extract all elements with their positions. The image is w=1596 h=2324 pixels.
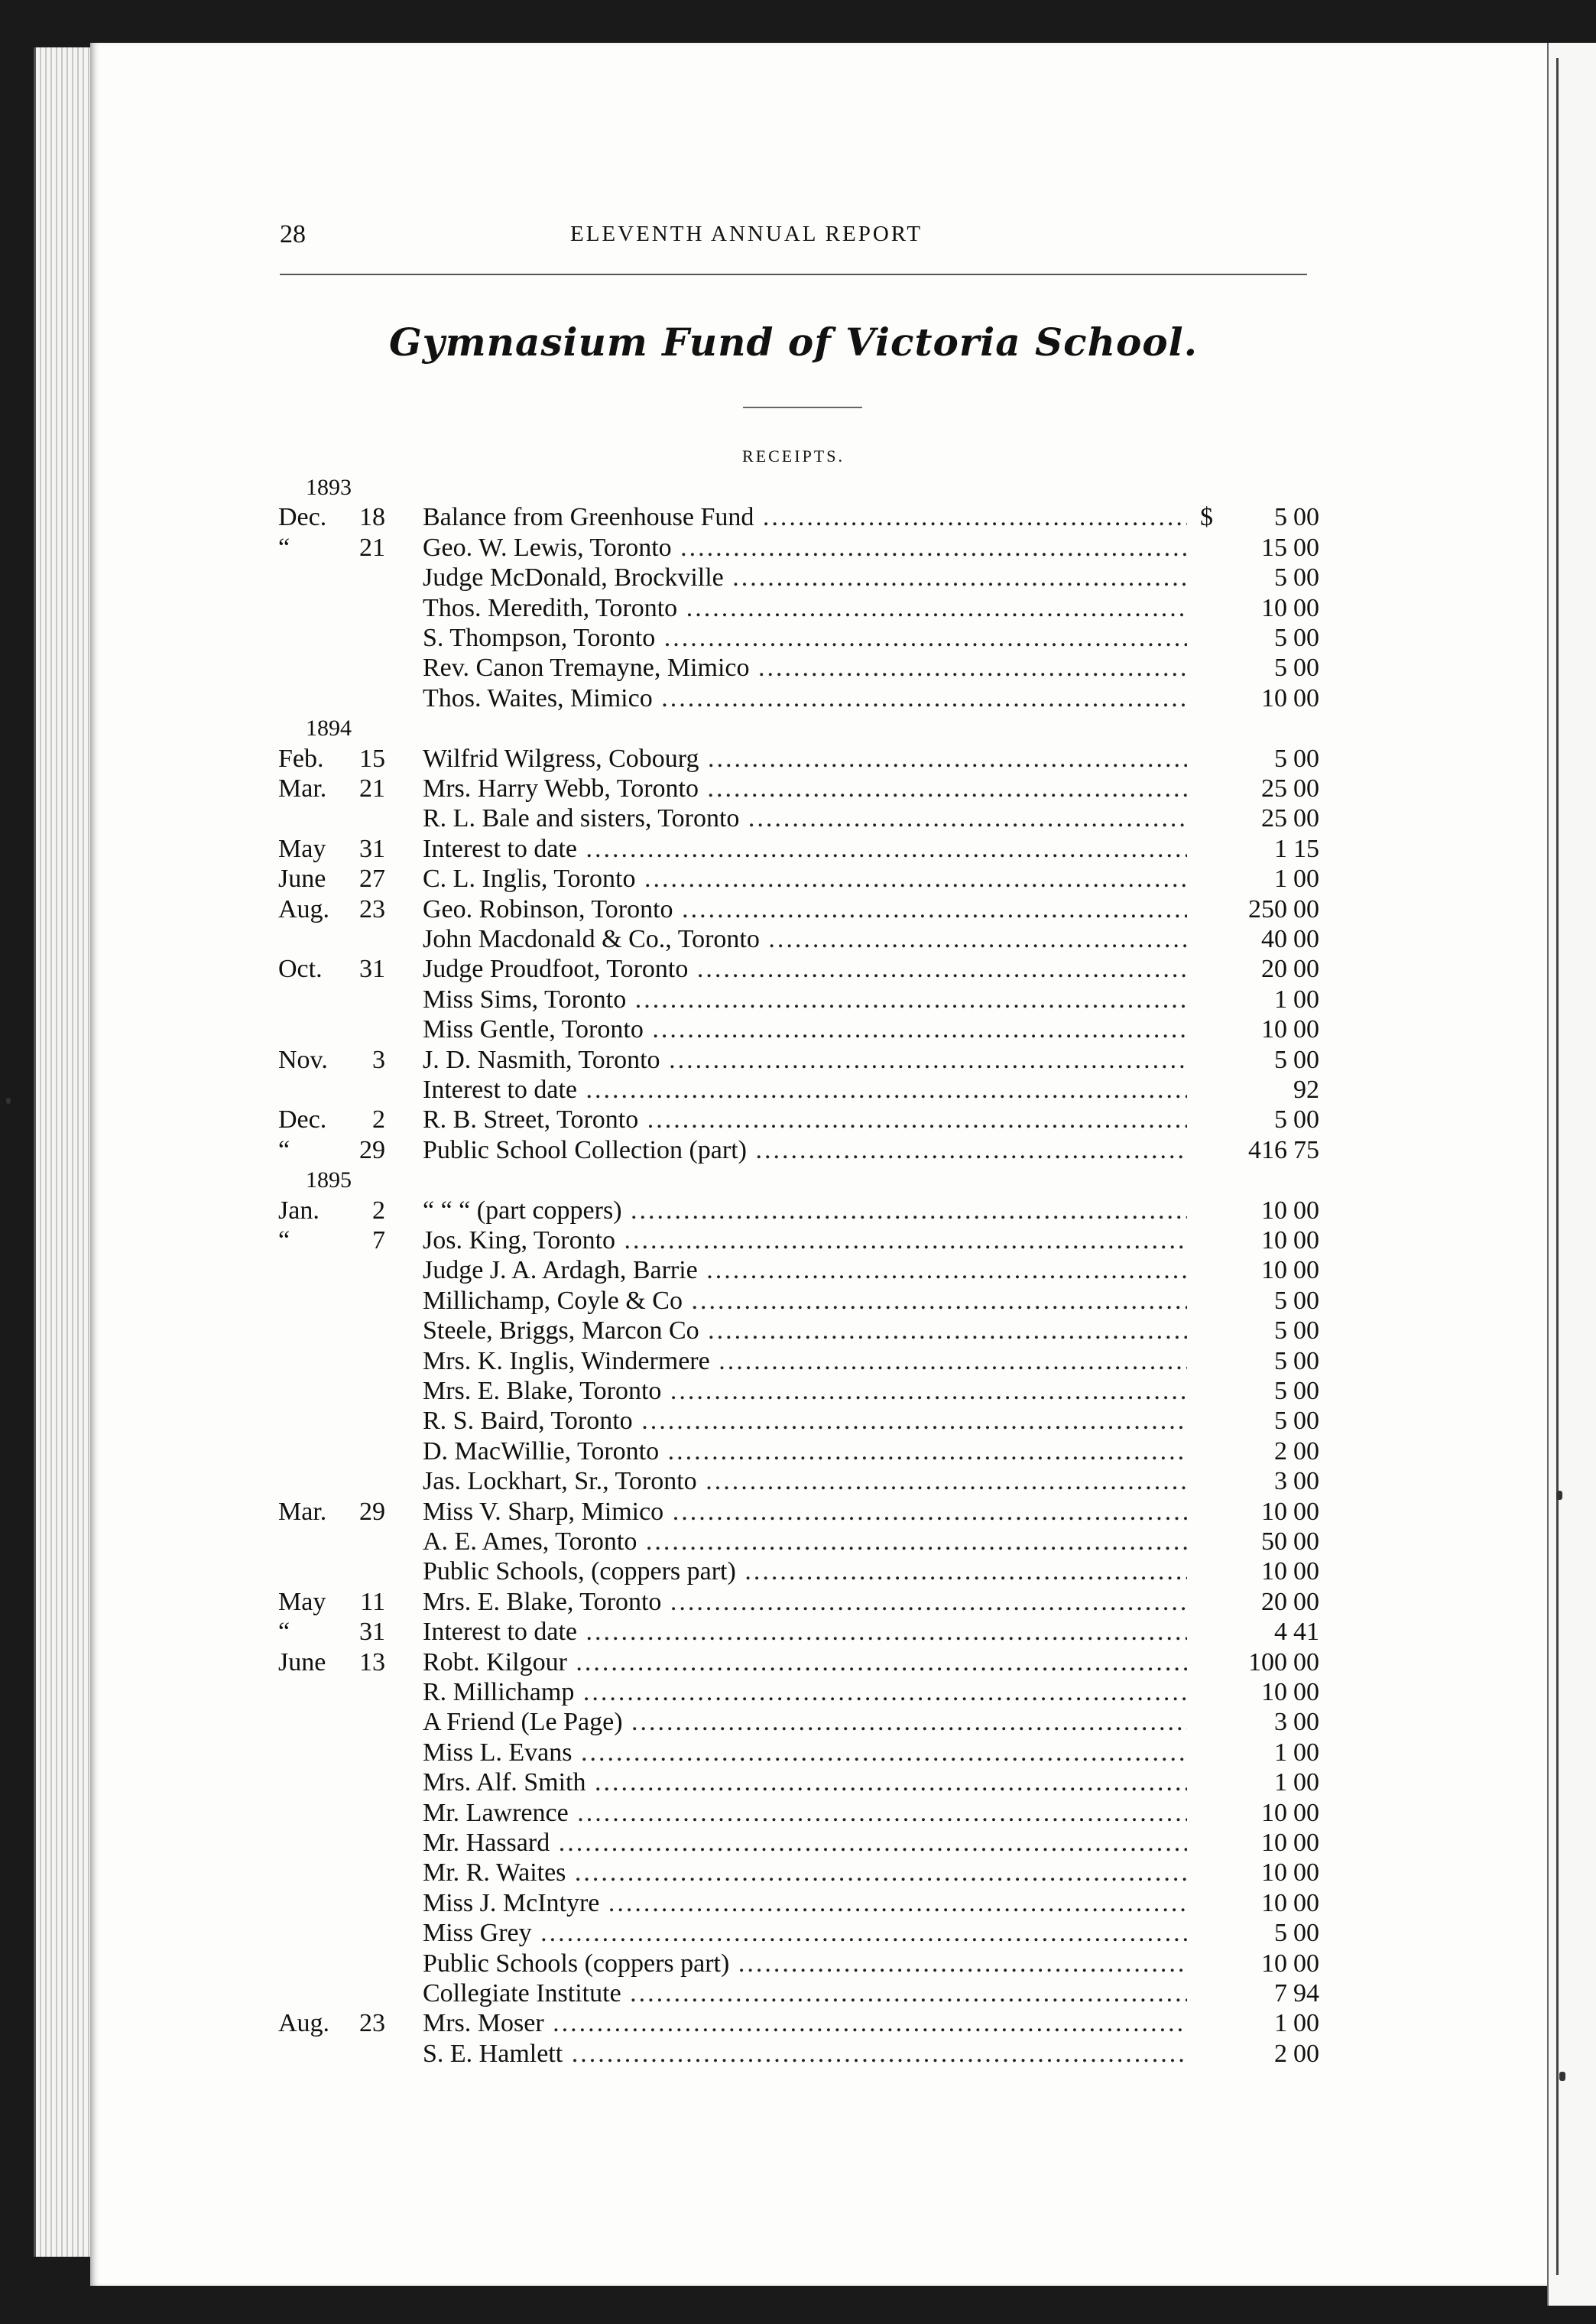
entry-description: Mr. Hassard ..... — [423, 1828, 1187, 1858]
entry-cents: 00 — [1293, 804, 1319, 833]
entry-description: Judge Proudfoot, Toronto ..... — [423, 954, 1187, 984]
ledger-row — [0, 1075, 1547, 1105]
entry-description: Collegiate Institute ..... — [423, 1978, 1187, 2008]
entry-cents: 00 — [1293, 1527, 1319, 1556]
entry-dollars: 5 — [1274, 654, 1287, 683]
entry-cents: 00 — [1293, 683, 1319, 712]
ledger-row — [0, 1828, 1547, 1858]
entry-cents: 00 — [1293, 1105, 1319, 1134]
entry-month: Nov. — [278, 1045, 328, 1074]
ledger-row — [0, 1406, 1547, 1436]
ledger-row — [0, 683, 1547, 713]
title-rule — [743, 407, 862, 408]
entry-day: 15 — [359, 744, 385, 773]
ledger-row — [0, 1647, 1547, 1677]
entry-cents: 00 — [1293, 1316, 1319, 1345]
entry-dollars: 40 — [1261, 925, 1287, 953]
entry-dollars: 7 — [1274, 1979, 1287, 2008]
entry-day: 31 — [359, 1618, 385, 1647]
entry-dollars: 10 — [1261, 1226, 1287, 1255]
entry-cents: 00 — [1293, 1738, 1319, 1767]
entry-cents: 15 — [1293, 834, 1319, 863]
ledger-row — [0, 834, 1547, 864]
entry-dollars: 1 — [1274, 985, 1287, 1014]
ledger-row — [0, 924, 1547, 954]
entry-month: Dec. — [278, 503, 327, 532]
entry-description: Rev. Canon Tremayne, Mimico ..... — [423, 653, 1187, 683]
entry-month: Aug. — [278, 894, 330, 923]
entry-description: A Friend (Le Page) ..... — [423, 1707, 1187, 1737]
entry-description: J. D. Nasmith, Toronto ..... — [423, 1045, 1187, 1075]
entry-description: R. S. Baird, Toronto ..... — [423, 1406, 1187, 1436]
ledger-row — [0, 894, 1547, 924]
entry-description: R. Millichamp ..... — [423, 1677, 1187, 1707]
entry-cents: 00 — [1293, 1858, 1319, 1887]
ledger-row — [0, 1497, 1547, 1527]
entry-cents: 00 — [1293, 654, 1319, 683]
entry-description: Interest to date ..... — [423, 1617, 1187, 1647]
page-number: 28 — [280, 220, 306, 248]
entry-dollars: 10 — [1261, 1798, 1287, 1827]
entry-dollars: 5 — [1274, 1919, 1287, 1948]
entry-description: Millichamp, Coyle & Co ..... — [423, 1286, 1187, 1316]
entry-cents: 00 — [1293, 1045, 1319, 1074]
entry-cents: 00 — [1293, 744, 1319, 773]
ledger-row — [0, 774, 1547, 803]
entry-description: C. L. Inglis, Toronto ..... — [423, 864, 1187, 894]
running-head — [280, 220, 1307, 251]
ledger-row — [0, 1225, 1547, 1255]
entry-day: 23 — [359, 2009, 385, 2038]
entry-dollars: 5 — [1274, 563, 1287, 592]
entry-month: “ — [278, 1135, 290, 1164]
entry-cents: 92 — [1293, 1076, 1319, 1104]
entry-day: 2 — [372, 1105, 385, 1134]
entry-description: Miss Grey ..... — [423, 1918, 1187, 1948]
entry-dollars: 10 — [1261, 1858, 1287, 1887]
entry-dollars: 5 — [1274, 1045, 1287, 1074]
entry-description: Geo. W. Lewis, Toronto ..... — [423, 533, 1187, 563]
entry-day: 23 — [359, 894, 385, 923]
entry-cents: 00 — [1293, 1467, 1319, 1496]
entry-description: Mrs. Moser ..... — [423, 2008, 1187, 2038]
entry-day: 29 — [359, 1135, 385, 1164]
entry-description: Thos. Meredith, Toronto ..... — [423, 593, 1187, 623]
year-label: 1893 — [306, 475, 352, 500]
ledger-row — [0, 1255, 1547, 1285]
ledger-row — [0, 1286, 1547, 1316]
ledger-row — [0, 803, 1547, 833]
ledger-row — [0, 1617, 1547, 1647]
scan-speck — [1556, 1491, 1562, 1500]
entry-day: 21 — [359, 533, 385, 562]
entry-dollars: 4 — [1274, 1618, 1287, 1647]
ledger-row — [0, 1196, 1547, 1225]
year-label: 1894 — [306, 716, 352, 742]
ledger-row — [0, 985, 1547, 1014]
entry-cents: 00 — [1293, 1407, 1319, 1436]
entry-day: 21 — [359, 774, 385, 803]
entry-month: Dec. — [278, 1105, 327, 1134]
entry-dollars: 3 — [1274, 1708, 1287, 1737]
ledger-row — [0, 623, 1547, 653]
ledger-row — [0, 593, 1547, 623]
ledger-row — [0, 954, 1547, 984]
entry-dollars: 15 — [1261, 533, 1287, 562]
entry-cents: 00 — [1293, 1587, 1319, 1616]
entry-dollars: 10 — [1261, 1949, 1287, 1978]
ledger-row — [0, 1436, 1547, 1466]
ledger-row — [0, 1466, 1547, 1496]
entry-day: 11 — [360, 1587, 385, 1616]
ledger-row — [0, 1346, 1547, 1376]
entry-month: “ — [278, 1618, 290, 1647]
entry-description: Judge J. A. Ardagh, Barrie ..... — [423, 1255, 1187, 1285]
entry-dollars: 10 — [1261, 1196, 1287, 1225]
ledger-row — [0, 1135, 1547, 1165]
entry-description: Mr. R. Waites ..... — [423, 1858, 1187, 1887]
entry-cents: 00 — [1293, 894, 1319, 923]
entry-dollars: 1 — [1274, 1738, 1287, 1767]
entry-month: June — [278, 1647, 326, 1676]
ledger-row — [0, 1316, 1547, 1345]
ledger-row — [0, 1376, 1547, 1406]
entry-cents: 00 — [1293, 503, 1319, 532]
ledger-row — [0, 1014, 1547, 1044]
entry-description: John Macdonald & Co., Toronto ..... — [423, 924, 1187, 954]
entry-dollars: 25 — [1261, 774, 1287, 803]
entry-day: 31 — [359, 834, 385, 863]
entry-cents: 00 — [1293, 925, 1319, 953]
entry-dollars: 2 — [1274, 2039, 1287, 2068]
entry-day: 27 — [359, 865, 385, 894]
entry-month: Mar. — [278, 1497, 327, 1526]
entry-description: Miss J. McIntyre ..... — [423, 1888, 1187, 1918]
entry-description: Jas. Lockhart, Sr., Toronto ..... — [423, 1466, 1187, 1496]
entry-description: Public School Collection (part) ..... — [423, 1135, 1187, 1165]
entry-month: Aug. — [278, 2009, 330, 2038]
entry-description: Public Schools, (coppers part) ..... — [423, 1556, 1187, 1586]
year-label: 1895 — [306, 1167, 352, 1193]
entry-month: Jan. — [278, 1196, 320, 1225]
entry-description: D. MacWillie, Toronto ..... — [423, 1436, 1187, 1466]
entry-day: 29 — [359, 1497, 385, 1526]
ledger-row — [0, 563, 1547, 592]
document-title: Gymnasium Fund of Victoria School. — [388, 320, 1199, 365]
entry-dollars: 1 — [1274, 1768, 1287, 1797]
entry-cents: 00 — [1293, 1557, 1319, 1586]
ledger-row — [0, 1978, 1547, 2008]
ledger-row — [0, 1045, 1547, 1075]
entry-description: Miss Sims, Toronto ..... — [423, 985, 1187, 1014]
entry-dollars: 416 — [1248, 1135, 1287, 1164]
entry-cents: 00 — [1293, 1919, 1319, 1948]
entry-cents: 00 — [1293, 985, 1319, 1014]
entry-description: Steele, Briggs, Marcon Co ..... — [423, 1316, 1187, 1345]
entry-month: “ — [278, 533, 290, 562]
entry-description: Mrs. E. Blake, Toronto ..... — [423, 1587, 1187, 1617]
entry-cents: 00 — [1293, 1798, 1319, 1827]
entry-dollars: 100 — [1248, 1647, 1287, 1676]
header-rule — [280, 274, 1307, 275]
entry-dollars: 10 — [1261, 1015, 1287, 1044]
section-heading: RECEIPTS. — [742, 446, 845, 466]
entry-description: R. L. Bale and sisters, Toronto ..... — [423, 803, 1187, 833]
year-row — [0, 472, 1547, 502]
ledger-row — [0, 864, 1547, 894]
entry-description: Mr. Lawrence ..... — [423, 1798, 1187, 1828]
entry-description: S. E. Hamlett ..... — [423, 2039, 1187, 2069]
ledger-row — [0, 1738, 1547, 1767]
entry-description: Interest to date ..... — [423, 834, 1187, 864]
entry-day: 13 — [359, 1647, 385, 1676]
entry-description: “ “ “ (part coppers) ..... — [423, 1196, 1187, 1225]
scan-speck — [1559, 2072, 1565, 2081]
entry-dollars: 3 — [1274, 1467, 1287, 1496]
entry-dollars: 10 — [1261, 593, 1287, 622]
entry-cents: 00 — [1293, 1888, 1319, 1917]
ledger-row — [0, 744, 1547, 774]
entry-dollars: 5 — [1274, 1346, 1287, 1375]
entry-description: A. E. Ames, Toronto ..... — [423, 1527, 1187, 1556]
entry-dollars: 5 — [1274, 1105, 1287, 1134]
entry-description: Judge McDonald, Brockville ..... — [423, 563, 1187, 592]
entry-day: 31 — [359, 955, 385, 984]
entry-day: 3 — [372, 1045, 385, 1074]
facing-page-edge — [1547, 43, 1596, 2306]
entry-cents: 00 — [1293, 1678, 1319, 1706]
entry-cents: 00 — [1293, 955, 1319, 984]
entry-dollars: 5 — [1274, 1286, 1287, 1315]
entry-cents: 00 — [1293, 2039, 1319, 2068]
ledger-row — [0, 1587, 1547, 1617]
ledger-row — [0, 1858, 1547, 1887]
entry-description: Miss L. Evans ..... — [423, 1738, 1187, 1767]
entry-description: Jos. King, Toronto ..... — [423, 1225, 1187, 1255]
entry-cents: 00 — [1293, 1436, 1319, 1465]
ledger-row — [0, 1888, 1547, 1918]
entry-dollars: 1 — [1274, 2009, 1287, 2038]
ledger-row — [0, 1798, 1547, 1828]
entry-description: Public Schools (coppers part) ..... — [423, 1949, 1187, 1978]
entry-dollars: 2 — [1274, 1436, 1287, 1465]
entry-description: Mrs. K. Inglis, Windermere ..... — [423, 1346, 1187, 1376]
ledger-row — [0, 653, 1547, 683]
entry-cents: 00 — [1293, 1226, 1319, 1255]
entry-day: 2 — [372, 1196, 385, 1225]
entry-cents: 41 — [1293, 1618, 1319, 1647]
ledger-row — [0, 1556, 1547, 1586]
year-row — [0, 1165, 1547, 1195]
entry-cents: 00 — [1293, 593, 1319, 622]
dollar-sign: $ — [1200, 503, 1213, 532]
entry-dollars: 10 — [1261, 1888, 1287, 1917]
entry-dollars: 10 — [1261, 1829, 1287, 1857]
ledger-row — [0, 1707, 1547, 1737]
entry-dollars: 10 — [1261, 683, 1287, 712]
entry-cents: 94 — [1293, 1979, 1319, 2008]
entry-cents: 00 — [1293, 1497, 1319, 1526]
entry-dollars: 5 — [1274, 1316, 1287, 1345]
entry-description: Robt. Kilgour ..... — [423, 1647, 1187, 1677]
entry-dollars: 20 — [1261, 955, 1287, 984]
entry-description: Miss Gentle, Toronto ..... — [423, 1014, 1187, 1044]
entry-description: Mrs. E. Blake, Toronto ..... — [423, 1376, 1187, 1406]
ledger-row — [0, 1105, 1547, 1134]
entry-dollars: 5 — [1274, 1407, 1287, 1436]
entry-dollars: 5 — [1274, 503, 1287, 532]
entry-cents: 00 — [1293, 1377, 1319, 1405]
ledger-row — [0, 1527, 1547, 1556]
ledger-row — [0, 1918, 1547, 1948]
entry-month: June — [278, 865, 326, 894]
ledger-row — [0, 502, 1547, 532]
entry-cents: 00 — [1293, 865, 1319, 894]
entry-dollars: 25 — [1261, 804, 1287, 833]
entry-description: S. Thompson, Toronto ..... — [423, 623, 1187, 653]
entry-dollars: 250 — [1248, 894, 1287, 923]
entry-dollars: 20 — [1261, 1587, 1287, 1616]
entry-cents: 00 — [1293, 2009, 1319, 2038]
entry-dollars: 10 — [1261, 1557, 1287, 1586]
entry-month: “ — [278, 1226, 290, 1255]
ledger-row — [0, 533, 1547, 563]
entry-cents: 00 — [1293, 1768, 1319, 1797]
entry-dollars: 10 — [1261, 1256, 1287, 1285]
entry-cents: 00 — [1293, 1286, 1319, 1315]
entry-cents: 75 — [1293, 1135, 1319, 1164]
entry-description: Geo. Robinson, Toronto ..... — [423, 894, 1187, 924]
entry-month: May — [278, 834, 326, 863]
ledger-row — [0, 1767, 1547, 1797]
entry-cents: 00 — [1293, 774, 1319, 803]
entry-dollars: 5 — [1274, 744, 1287, 773]
entry-day: 7 — [372, 1226, 385, 1255]
entry-dollars: 5 — [1274, 1377, 1287, 1405]
entry-month: May — [278, 1587, 326, 1616]
entry-description: Mrs. Alf. Smith ..... — [423, 1767, 1187, 1797]
entry-month: Mar. — [278, 774, 327, 803]
entry-dollars: 50 — [1261, 1527, 1287, 1556]
entry-cents: 00 — [1293, 1015, 1319, 1044]
entry-cents: 00 — [1293, 533, 1319, 562]
entry-cents: 00 — [1293, 563, 1319, 592]
ledger-row — [0, 2039, 1547, 2069]
entry-dollars: 1 — [1274, 865, 1287, 894]
entry-description: R. B. Street, Toronto ..... — [423, 1105, 1187, 1134]
entry-cents: 00 — [1293, 1196, 1319, 1225]
entry-description: Miss V. Sharp, Mimico ..... — [423, 1497, 1187, 1527]
entry-dollars: 5 — [1274, 624, 1287, 652]
entry-cents: 00 — [1293, 1949, 1319, 1978]
entry-month: Oct. — [278, 955, 323, 984]
entry-description: Wilfrid Wilgress, Cobourg ..... — [423, 744, 1187, 774]
entry-cents: 00 — [1293, 1346, 1319, 1375]
entry-description: Mrs. Harry Webb, Toronto ..... — [423, 774, 1187, 803]
entry-dollars: 10 — [1261, 1497, 1287, 1526]
year-row — [0, 713, 1547, 743]
entry-cents: 00 — [1293, 1647, 1319, 1676]
ledger-row — [0, 1677, 1547, 1707]
entry-description: Interest to date ..... — [423, 1075, 1187, 1105]
entry-cents: 00 — [1293, 624, 1319, 652]
entry-description: Balance from Greenhouse Fund ..... — [423, 502, 1187, 532]
entry-day: 18 — [359, 503, 385, 532]
header-title: ELEVENTH ANNUAL REPORT — [570, 222, 923, 246]
ledger-row — [0, 2008, 1547, 2038]
entry-cents: 00 — [1293, 1708, 1319, 1737]
entry-cents: 00 — [1293, 1256, 1319, 1285]
entry-dollars: 1 — [1274, 834, 1287, 863]
entry-month: Feb. — [278, 744, 324, 773]
entry-dollars: 10 — [1261, 1678, 1287, 1706]
ledger-row — [0, 1949, 1547, 1978]
entry-description: Thos. Waites, Mimico ..... — [423, 683, 1187, 713]
entry-cents: 00 — [1293, 1829, 1319, 1857]
